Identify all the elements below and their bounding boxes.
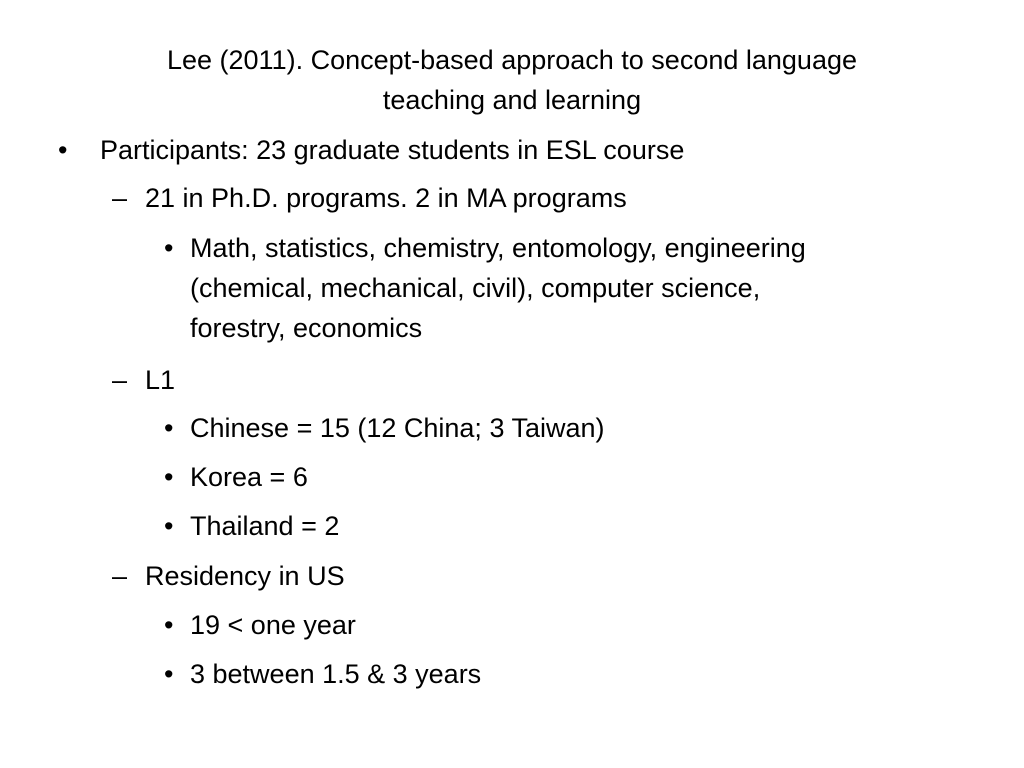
list-item-text: 19 < one year — [190, 610, 356, 640]
bullet-marker: • — [164, 511, 174, 541]
list-item-line: forestry, economics — [190, 313, 423, 343]
slide-title-line-2: teaching and learning — [382, 85, 642, 115]
list-item-text: Residency in US — [145, 561, 345, 591]
bullet-marker: • — [164, 413, 174, 443]
bullet-marker: • — [164, 233, 174, 263]
list-item-text — [190, 228, 806, 348]
list-item-text: L1 — [145, 365, 176, 395]
bullet-marker: • — [58, 135, 68, 165]
list-item-text: Chinese = 15 (12 China; 3 Taiwan) — [190, 413, 605, 443]
bullet-marker: • — [164, 462, 174, 492]
list-item-text: Thailand = 2 — [190, 511, 340, 541]
bullet-marker: • — [164, 610, 174, 640]
bullet-marker: • — [164, 659, 174, 689]
dash-marker: – — [112, 183, 128, 213]
dash-marker: – — [112, 561, 128, 591]
list-item-text: Participants: 23 graduate students in ESL course — [100, 135, 685, 165]
list-item-line: Math, statistics, chemistry, entomology, engineering — [190, 233, 806, 263]
dash-marker: – — [112, 365, 128, 395]
slide-title-line-1: Lee (2011). Concept-based approach to second language — [166, 45, 857, 75]
list-item-text: Korea = 6 — [190, 462, 308, 492]
list-item-text: 21 in Ph.D. programs. 2 in MA programs — [145, 183, 627, 213]
list-item-line: (chemical, mechanical, civil), computer science, — [190, 273, 761, 303]
list-item-text: 3 between 1.5 & 3 years — [190, 659, 482, 689]
